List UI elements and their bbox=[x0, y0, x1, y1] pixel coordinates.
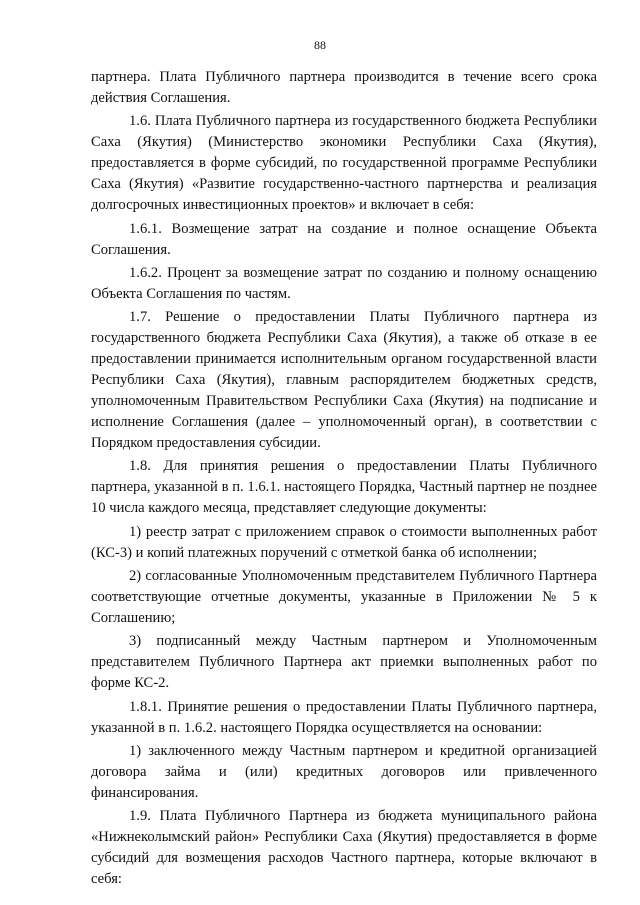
paragraph: 1.6.1. Возмещение затрат на создание и полное оснащение Объекта Соглашения. bbox=[91, 220, 597, 258]
paragraph: 1.6. Плата Публичного партнера из государственного бюджета Республики Саха (Якутия) (Министерство экономики Республики Саха (Якутия), предоставляется в форме субсидий, по государственной программе Республики Саха (Якутия) «Развитие государственно-частного партнерства и реализация долгосрочных инвестиционных проектов» и включает в себя: bbox=[91, 113, 597, 214]
paragraph: 1.8. Для принятия решения о предоставлении Платы Публичного партнера, указанной в п. 1.6.1. настоящего Порядка, Частный партнер не позднее 10 числа каждого месяца, представляет следующие документы: bbox=[91, 458, 597, 517]
paragraph: 1) реестр затрат с приложением справок о стоимости выполненных работ (КС-3) и копий платежных поручений с отметкой банка об исполнении; bbox=[91, 523, 597, 561]
paragraph: 1.7. Решение о предоставлении Платы Публичного партнера из государственного бюджета Республики Саха (Якутия), а также об отказе в ее предоставлении принимается исполнительным органом государственной власти Республики Саха (Якутия), главным распорядителем бюджетных средств, уполномоченным Правительством Республики Саха (Якутия) на подписание и исполнение Соглашения (далее – уполномоченный орган), в соответствии с Порядком предоставления субсидии. bbox=[91, 309, 597, 452]
page-number: 88 bbox=[314, 38, 326, 52]
document-body bbox=[91, 67, 597, 893]
paragraph: 1.9. Плата Публичного Партнера из бюджета муниципального района «Нижнеколымский район» Республики Саха (Якутия) предоставляется в форме субсидий для возмещения расходов Частного партнера, которые включают в себя: bbox=[91, 808, 597, 888]
paragraph: 2) согласованные Уполномоченным представителем Публичного Партнера соответствующие отчетные документы, указанные в Приложении № 5 к Соглашению; bbox=[91, 568, 597, 627]
paragraph: 1.6.2. Процент за возмещение затрат по созданию и полному оснащению Объекта Соглашения по частям. bbox=[91, 264, 597, 302]
paragraph: 1.8.1. Принятие решения о предоставлении Платы Публичного партнера, указанной в п. 1.6.2. настоящего Порядка осуществляется на основании: bbox=[91, 698, 597, 736]
paragraph: 1) заключенного между Частным партнером и кредитной организацией договора займа и (или) кредитных договоров или привлеченного финансирования. bbox=[91, 742, 597, 801]
paragraph: партнера. Плата Публичного партнера производится в течение всего срока действия Соглашения. bbox=[91, 69, 597, 106]
paragraph: 3) подписанный между Частным партнером и Уполномоченным представителем Публичного Партнера акт приемки выполненных работ по форме КС-2. bbox=[91, 633, 597, 692]
